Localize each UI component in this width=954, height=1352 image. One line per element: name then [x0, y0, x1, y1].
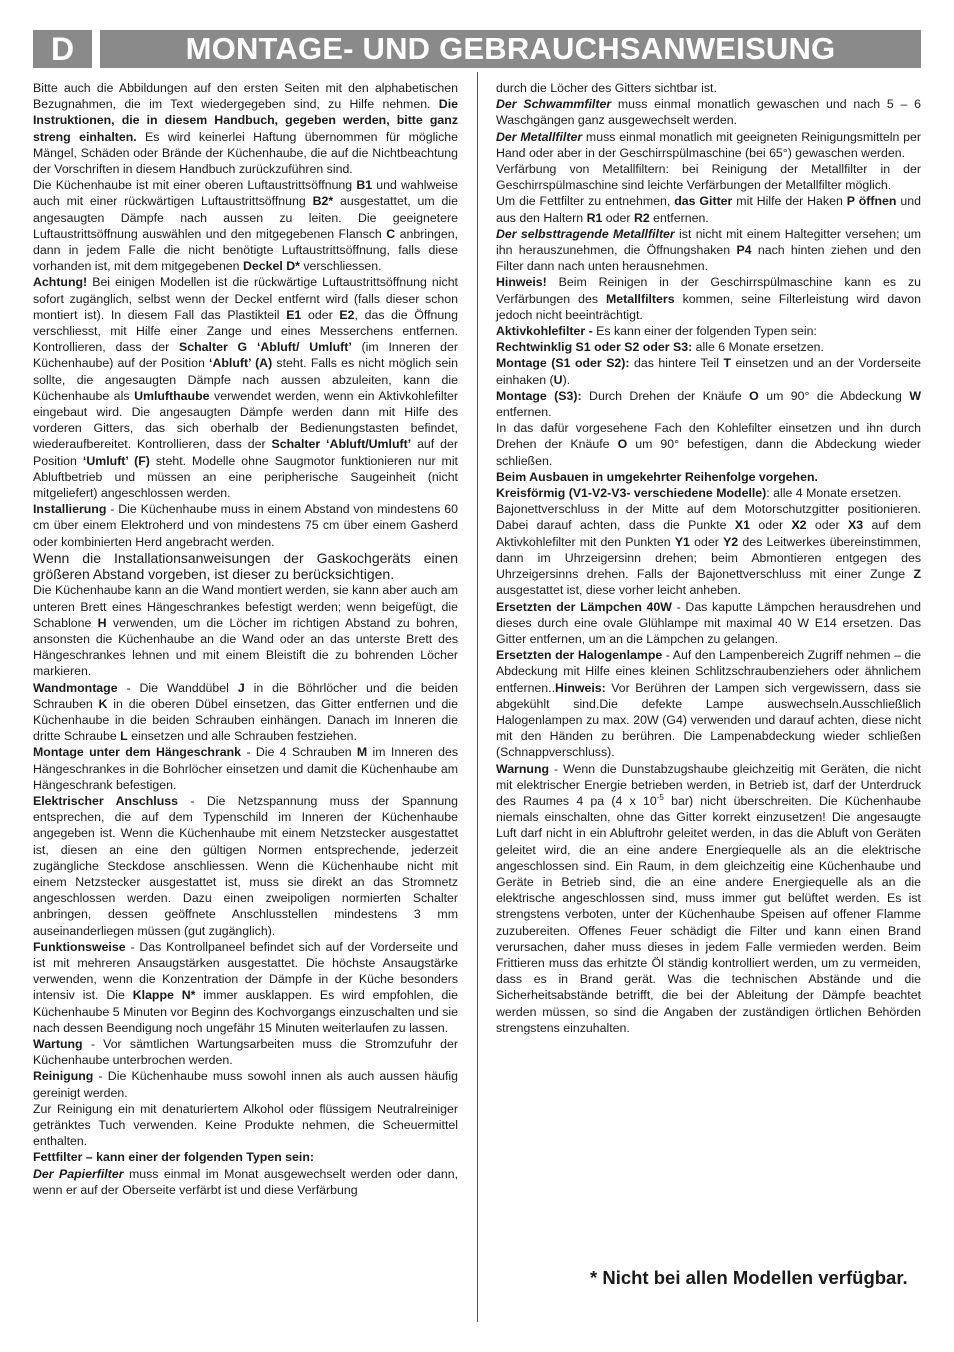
text-bold: R1 — [586, 210, 603, 225]
text-bold: ‘Umluft’ (F) — [82, 453, 150, 468]
discoloration-paragraph: Verfärbung von Metallfiltern: bei Reinigung der Metallfilter in der Geschirrspülmaschine sind leichte Verfärbungen der Metallfilter möglich. — [496, 162, 921, 193]
text: das hintere Teil — [629, 356, 724, 371]
mounting-s3-paragraph — [496, 388, 921, 420]
language-badge: D — [33, 30, 92, 68]
text: mit Hilfe der Haken — [732, 194, 847, 209]
section-heading: Der Schwammfilter — [496, 97, 612, 112]
text-bold: K — [98, 696, 108, 711]
section-heading: Der Metallfilter — [496, 129, 583, 144]
section-heading: Ersetzten der Halogenlampe — [496, 648, 663, 663]
text-bold: C — [386, 226, 396, 241]
text-bold: T — [723, 356, 732, 371]
intro-paragraph — [33, 80, 458, 177]
wall-mounting-paragraph — [33, 680, 458, 745]
text-bold: X2 — [791, 518, 807, 533]
section-heading: Rechtwinklig S1 oder S2 oder S3: — [496, 340, 693, 355]
installation-paragraph — [33, 501, 458, 550]
text: auf dem Aktivkohlefilter mit den Punkten — [496, 518, 921, 549]
text-bold: Z — [913, 567, 921, 582]
text: steht. Modelle ohne Saugmotor funktionieren nur mit Abluftbetrieb und müssen an eine peripherische Saugeinheit (nicht mitgeliefert) angeschlossen werden. — [33, 453, 458, 501]
text-bold: J — [237, 680, 245, 695]
text-bold: B2* — [312, 194, 334, 209]
text-bold: U — [553, 372, 563, 387]
text: - Das kaputte Lämpchen herausdrehen und dieses durch eine ovale Glühlampe mit maximal 40 W E14 ersetzen. Das Gitter entfernen, um an die Lämpchen zu gelangen. — [496, 599, 921, 646]
superscript: -5 — [656, 792, 664, 802]
text-bold: Achtung! — [33, 275, 88, 290]
filter-removal-paragraph — [496, 193, 921, 225]
text: entfernen. — [649, 210, 709, 225]
text-bold: Hinweis: — [555, 680, 606, 695]
section-heading: Aktivkohlefilter - — [496, 324, 593, 339]
text: - Wenn die Dunstabzugshaube gleichzeitig mit Geräten, die nicht mit elektrischer Energie betrieben werden, in Betrieb ist, darf der Unterdruck des Raumes 4 pa (4 x 10 — [496, 761, 921, 808]
carbon-insert-paragraph — [496, 420, 921, 469]
metal-filter-paragraph — [496, 129, 921, 161]
mounting-paragraph — [33, 582, 458, 679]
gas-note-paragraph: Wenn die Installationsanweisungen der Gaskochgeräts einen größeren Abstand vorgeben, ist dieser zu berücksichtigen. — [33, 549, 458, 583]
cleaning-paragraph — [33, 1068, 458, 1100]
text: - Die Netzspannung muss der Spannung entsprechen, die auf dem Typenschild im Inneren der Küchenhaube angegeben ist. Wenn die Küchenhaube mit einem Netzstecker ausgestattet ist, diesen an eine den gültigen Normen entsprechende, jederzeit zugängliche Steckdose anschliessen. Wenn die Küchenhaube nicht mit einem Netzstecker ausgestattet ist, muss sie direkt an das Stromnetz angeschlossen werden. Dazu einen zweipoligen normierten Schalter anbringen, dessen geöffnete Anschlusstellen mindestens 3 mm auseinanderliegen müssen (gut zugänglich). — [33, 793, 458, 938]
text: Bajonettverschluss in der Mitte auf dem Motorschutzgitter positionieren. Dabei darauf achten, dass die Punkte — [496, 502, 921, 533]
text-bold: E1 — [286, 307, 302, 322]
section-heading: Installierung — [33, 502, 107, 517]
text: verschliessen. — [299, 259, 382, 274]
bulb-paragraph — [496, 599, 921, 648]
text: einsetzen und an der Vorderseite einhaken ( — [496, 356, 921, 387]
text: um 90° befestigen, dann die Abdeckung wieder schließen. — [496, 437, 921, 468]
grease-filter-heading — [33, 1149, 458, 1165]
text: muss einmal monatlich mit geeigneten Reinigungsmitteln per Hand oder aber in der Geschirrspülmaschine (bei 65°) gewaschen werden. — [496, 129, 921, 160]
text-bold: B1 — [356, 178, 373, 193]
text-bold: Y2 — [723, 534, 739, 549]
text: ist nicht mit einem Haltegitter versehen; um ihn herauszunehmen, die Öffnungshaken — [496, 226, 921, 258]
circular-filter-paragraph — [496, 485, 921, 501]
text: - Die Küchenhaube muss sowohl innen als auch aussen häufig gereinigt werden. — [33, 1069, 458, 1100]
text: Beim Reinigen in der Geschirrspülmaschine kann es zu Verfärbungen des — [496, 275, 921, 306]
footnote: * Nicht bei allen Modellen verfügbar. — [590, 1267, 908, 1288]
text: oder — [301, 307, 340, 322]
text: - Die 4 Schrauben — [241, 745, 357, 760]
section-heading: Kreisförmig (V1-V2-V3- verschiedene Modelle) — [496, 486, 767, 501]
text-bold: R2 — [633, 210, 650, 225]
page-header — [33, 30, 921, 68]
text: muss einmal im Monat ausgewechselt werden oder dann, wenn er auf der Oberseite verfärbt ist und diese Verfärbung — [33, 1166, 458, 1197]
text: - Das Kontrollpaneel befindet sich auf der Vorderseite und ist mit mehreren Ansaugstärken ausgestattet. Die höchste Ansaugstärke verwenden, wenn die Konzentration der Dämpfe in der Küche besonders intensiv ist. Die — [33, 939, 458, 1003]
text: bar) nicht überschreiten. Die Küchenhaube niemals einschalten, ohne das Gitter korrekt einzusetzen! Die angesaugte Luft darf nicht in ein Abluftrohr geleitet werden, in das die Abluft von Geräten geleitet wird, die an eine andere Energiequelle als an die elektrische angeschlossen sind. Ein Raum, in dem gleichzeitig eine Küchenhaube und Geräte in Betrieb sind, die an eine andere Energiequelle als an die elektrische angeschlossen sind, muss immer gut belüftet werden. Es ist strengstens verboten, unter der Küchenhaube Speisen auf offener Flamme zuzubereiten. Offenes Feuer schädigt die Filter und kann einen Brand verursachen, daher muss dieses in jedem Falle vermieden werden. Beim Frittieren muss das erhitzte Öl ständig kontrolliert werden, um zu vermeiden, dass es in Brand gerät. Was die technischen Abstände und die Sicherheitsabstände betrifft, die bei der Ableitung der Dämpfe beachtet werden müssen, so sind die Angaben der zuständigen örtlichen Behörden strengstens einzuhalten. — [496, 793, 922, 1035]
text: Die Küchenhaube kann an die Wand montiert werden, sie kann aber auch am unteren Brett eines Hängeschrankes befestigt werden; wenn beigefügt, die Schablone — [33, 583, 458, 630]
text: : alle 4 Monate ersetzen. — [766, 486, 902, 501]
text: nach hinten ziehen und den Filter dann nach unten herausnehmen. — [496, 243, 921, 274]
text: einsetzen und alle Schrauben festziehen. — [127, 729, 357, 744]
text-bold: P öffnen — [846, 194, 897, 209]
text-bold: Schalter G ‘Abluft/ Umluft’ — [179, 340, 352, 355]
text-bold: Deckel D* — [242, 259, 300, 274]
text: verwendet werden, wenn ein Aktivkohlefilter eingebaut wird. Die angesaugten Dämpfe werden dann mit Hilfe des vorderen Gitters, das sich oberhalb der Bedienungstasten befindet, wiederaufbereitet. Kontrollieren, dass der — [33, 388, 458, 452]
hint-paragraph — [496, 274, 921, 323]
left-column — [33, 80, 458, 1198]
section-heading: Funktionsweise — [33, 939, 126, 954]
text: oder — [750, 518, 792, 533]
text: kommen, seine Filterleistung wird davon jedoch nicht beeinträchtigt. — [496, 291, 921, 322]
right-column — [496, 80, 921, 1036]
text: im Inneren des Hängeschrankes in die Bohrlöcher einsetzen und damit die Küchenhaube am Hängeschrank befestigen. — [33, 745, 458, 792]
text: in die oberen Dübel einsetzen, das Gitter entfernen und die Küchenhaube in die beiden Schrauben einhängen. Danach im Inneren die dritte Schraube — [33, 696, 458, 744]
section-heading: Beim Ausbauen in umgekehrter Reihenfolge vorgehen. — [496, 469, 818, 484]
text-bold: Klappe N* — [132, 988, 196, 1003]
section-heading: Montage (S1 oder S2): — [496, 356, 630, 371]
text: Die Küchenhaube ist mit einer oberen Luftaustrittsöffnung — [33, 178, 357, 193]
text: - Vor sämtlichen Wartungsarbeiten muss die Stromzufuhr der Küchenhaube unterbrochen werden. — [33, 1036, 458, 1068]
text-bold: L — [120, 729, 128, 744]
text: In das dafür vorgesehene Fach den Kohlefilter einsetzen und ihn durch Drehen der Knäufe — [496, 421, 921, 452]
sponge-filter-paragraph — [496, 96, 921, 128]
text-bold: P4 — [736, 243, 752, 258]
text: Durch Drehen der Knäufe — [581, 388, 750, 403]
halogen-paragraph — [496, 647, 921, 760]
text: - Die Wanddübel — [117, 680, 238, 695]
section-heading: Montage (S3): — [496, 388, 582, 403]
section-heading: Reinigung — [33, 1069, 94, 1084]
text-bold: E2 — [339, 307, 355, 322]
text: auf der Position — [33, 437, 458, 468]
text-bold: W — [909, 388, 921, 403]
section-heading: Elektrischer Anschluss — [33, 793, 178, 808]
text: Vor Berühren der Lampen sich vergewissern, dass sie abgekühlt sind.Die defekte Lampe auswechseln.Ausschließlich Halogenlampen zu max. 20W (G4) verwenden und darauf achten, diese nicht mit den Händen zu berühren. Die Lampenabdeckung wieder schließen (Schnappverschluss). — [496, 680, 921, 760]
text: oder — [689, 534, 724, 549]
section-heading: Ersetzten der Lämpchen 40W — [496, 599, 672, 614]
text-bold: H — [97, 615, 107, 630]
cabinet-mounting-paragraph — [33, 744, 458, 793]
paper-filter-cont: durch die Löcher des Gitters sichtbar ist. — [496, 81, 717, 95]
text: steht. Falls es nicht möglich sein sollte, die angesaugten Dämpfe nach aussen abzuleiten, kann die Küchenhaube als — [33, 356, 458, 403]
text-bold: Schalter ‘Abluft/Umluft’ — [271, 437, 412, 452]
text: oder — [806, 518, 848, 533]
text-bold: Metallfilters — [605, 291, 675, 306]
text-bold: X3 — [847, 518, 864, 533]
text: des Leitwerkes übereinstimmen, dann im Uhrzeigersinn drehen; beim Abmontieren entgegen des Uhrzeigersinns drehen. Falls der Bajonettverschluss mit einer Zunge — [496, 534, 921, 582]
text-bold: ‘Abluft’ (A) — [209, 356, 273, 371]
text: immer ausklappen. Es wird empfohlen, die Küchenhaube 5 Minuten vor Beginn des Kochvorgangs einzuschalten und sie nach dessen Beendigung noch ungefähr 15 Minuten weiterlaufen zu lassen. — [33, 988, 459, 1035]
text: in die Böhrlöcher und die beiden Schrauben — [33, 680, 458, 711]
text: Bei einigen Modellen ist die rückwärtige Luftaustrittsöffnung nicht sofort zugänglich, selbst wenn der Deckel entfernt wird (falls dieser schon montiert ist). In diesem Fall das Plastikteil — [33, 275, 458, 322]
text: entfernen. — [496, 405, 552, 420]
text: muss einmal monatlich gewaschen und nach 5 – 6 Waschgängen ganz ausgewechselt werden. — [496, 97, 921, 128]
section-heading: Hinweis! — [496, 275, 547, 290]
attention-paragraph — [33, 274, 458, 501]
text-bold: Die Instruktionen, die in diesem Handbuch, gegeben werden, bitte ganz streng einhalten. — [33, 97, 458, 144]
text-bold: Umlufthaube — [134, 388, 210, 403]
text: Um die Fettfilter zu entnehmen, — [496, 194, 675, 209]
section-heading: Fettfilter – kann einer der folgenden Typen sein: — [33, 1150, 314, 1165]
text: oder — [602, 210, 634, 225]
bayonet-paragraph — [496, 501, 921, 598]
column-divider — [477, 72, 478, 1322]
self-supporting-filter-paragraph — [496, 226, 921, 275]
text-bold: O — [749, 388, 759, 403]
text: - Auf den Lampenbereich Zugriff nehmen – die Abdeckung mit Hilfe eines kleinen Schlitzschraubenziehers oder ähnlichem entfernen.. — [496, 648, 921, 695]
text: (im Inneren der Küchenhaube) auf der Position — [33, 340, 458, 371]
text: und wahlweise auch mit einer rückwärtigen Luftaustrittsöffnung — [33, 178, 458, 209]
section-heading: Wandmontage — [33, 680, 118, 695]
text-bold: das Gitter — [674, 194, 733, 209]
text-bold: M — [356, 745, 368, 760]
text: , das die Öffnung verschliesst, mit Hilfe einer Zange und eines Messerchens entfernen. Kontrollieren, dass der — [33, 307, 459, 355]
text: Es wird keinerlei Haftung übernommen für mögliche Mängel, Schäden oder Brände der Küchenhaube, die auf die Nichtbeachtung der Vorschriften in diesem Handbuch zurückzuführen sind. — [33, 129, 458, 177]
mounting-s1-s2-paragraph — [496, 355, 921, 387]
section-heading: Montage unter dem Hängeschrank — [33, 745, 242, 760]
text: Bitte auch die Abbildungen auf den ersten Seiten mit den alphabetischen Bezugnahmen, die im Text wiedergegeben sind, zu Hilfe nehmen. — [33, 81, 458, 112]
carbon-filter-paragraph — [496, 323, 921, 339]
section-heading: Warnung — [496, 761, 550, 776]
warning-paragraph — [496, 761, 921, 1036]
outlet-paragraph — [33, 177, 458, 274]
operation-paragraph — [33, 939, 458, 1036]
electrical-paragraph — [33, 793, 458, 939]
text: ). — [562, 372, 571, 387]
section-heading: Wartung — [33, 1036, 83, 1051]
text: - Die Küchenhaube muss in einem Abstand von mindestens 60 cm über einem Elektroherd und von mindestens 75 cm über einem Gasherd oder kombinierten Herd angebracht werden. — [33, 502, 458, 549]
rectangular-filter-paragraph — [496, 339, 921, 355]
text-bold: Y1 — [674, 534, 690, 549]
text: ausgestattet ist, diese vorher leicht anheben. — [496, 583, 741, 598]
text: verwenden, um die Löcher im richtigen Abstand zu bohren, ansonsten die Küchenhaube an die Wand oder an das unterste Brett des Hängeschrankes lehnen und mit einem Bleistift die zu bohrenden Löcher markieren. — [33, 615, 458, 679]
page-title: MONTAGE- UND GEBRAUCHSANWEISUNG — [100, 30, 921, 68]
text: und aus den Haltern — [496, 194, 921, 225]
cleaning-detail-paragraph: Zur Reinigung ein mit denaturiertem Alkohol oder flüssigem Neutralreiniger getränktes Tuch verwenden. Keine Produkte nehmen, die Scheuermittel enthalten. — [33, 1101, 458, 1149]
text-bold: X1 — [734, 518, 750, 533]
text: alle 6 Monate ersetzen. — [692, 340, 824, 355]
section-heading: Der selbsttragende Metallfilter — [496, 226, 675, 241]
text: Es kann einer der folgenden Typen sein: — [592, 324, 817, 339]
section-heading: Der Papierfilter — [33, 1166, 124, 1181]
text-bold: O — [617, 437, 628, 452]
text: ausgestattet, um die angesaugten Dämpfe nach aussen zu leiten. Die geeignetere Luftaustrittsöffnung auswählen und den mitgegebenen Flansch — [33, 194, 458, 241]
text: um 90° die Abdeckung — [758, 388, 910, 403]
maintenance-paragraph — [33, 1036, 458, 1068]
paper-filter-paragraph — [33, 1166, 458, 1198]
text: anbringen, dann in jedem Falle die nicht benötigte Luftaustrittsöffnung, falls diese vorhanden ist, mit dem mitgegebenen — [33, 226, 458, 274]
removal-note — [496, 469, 921, 485]
